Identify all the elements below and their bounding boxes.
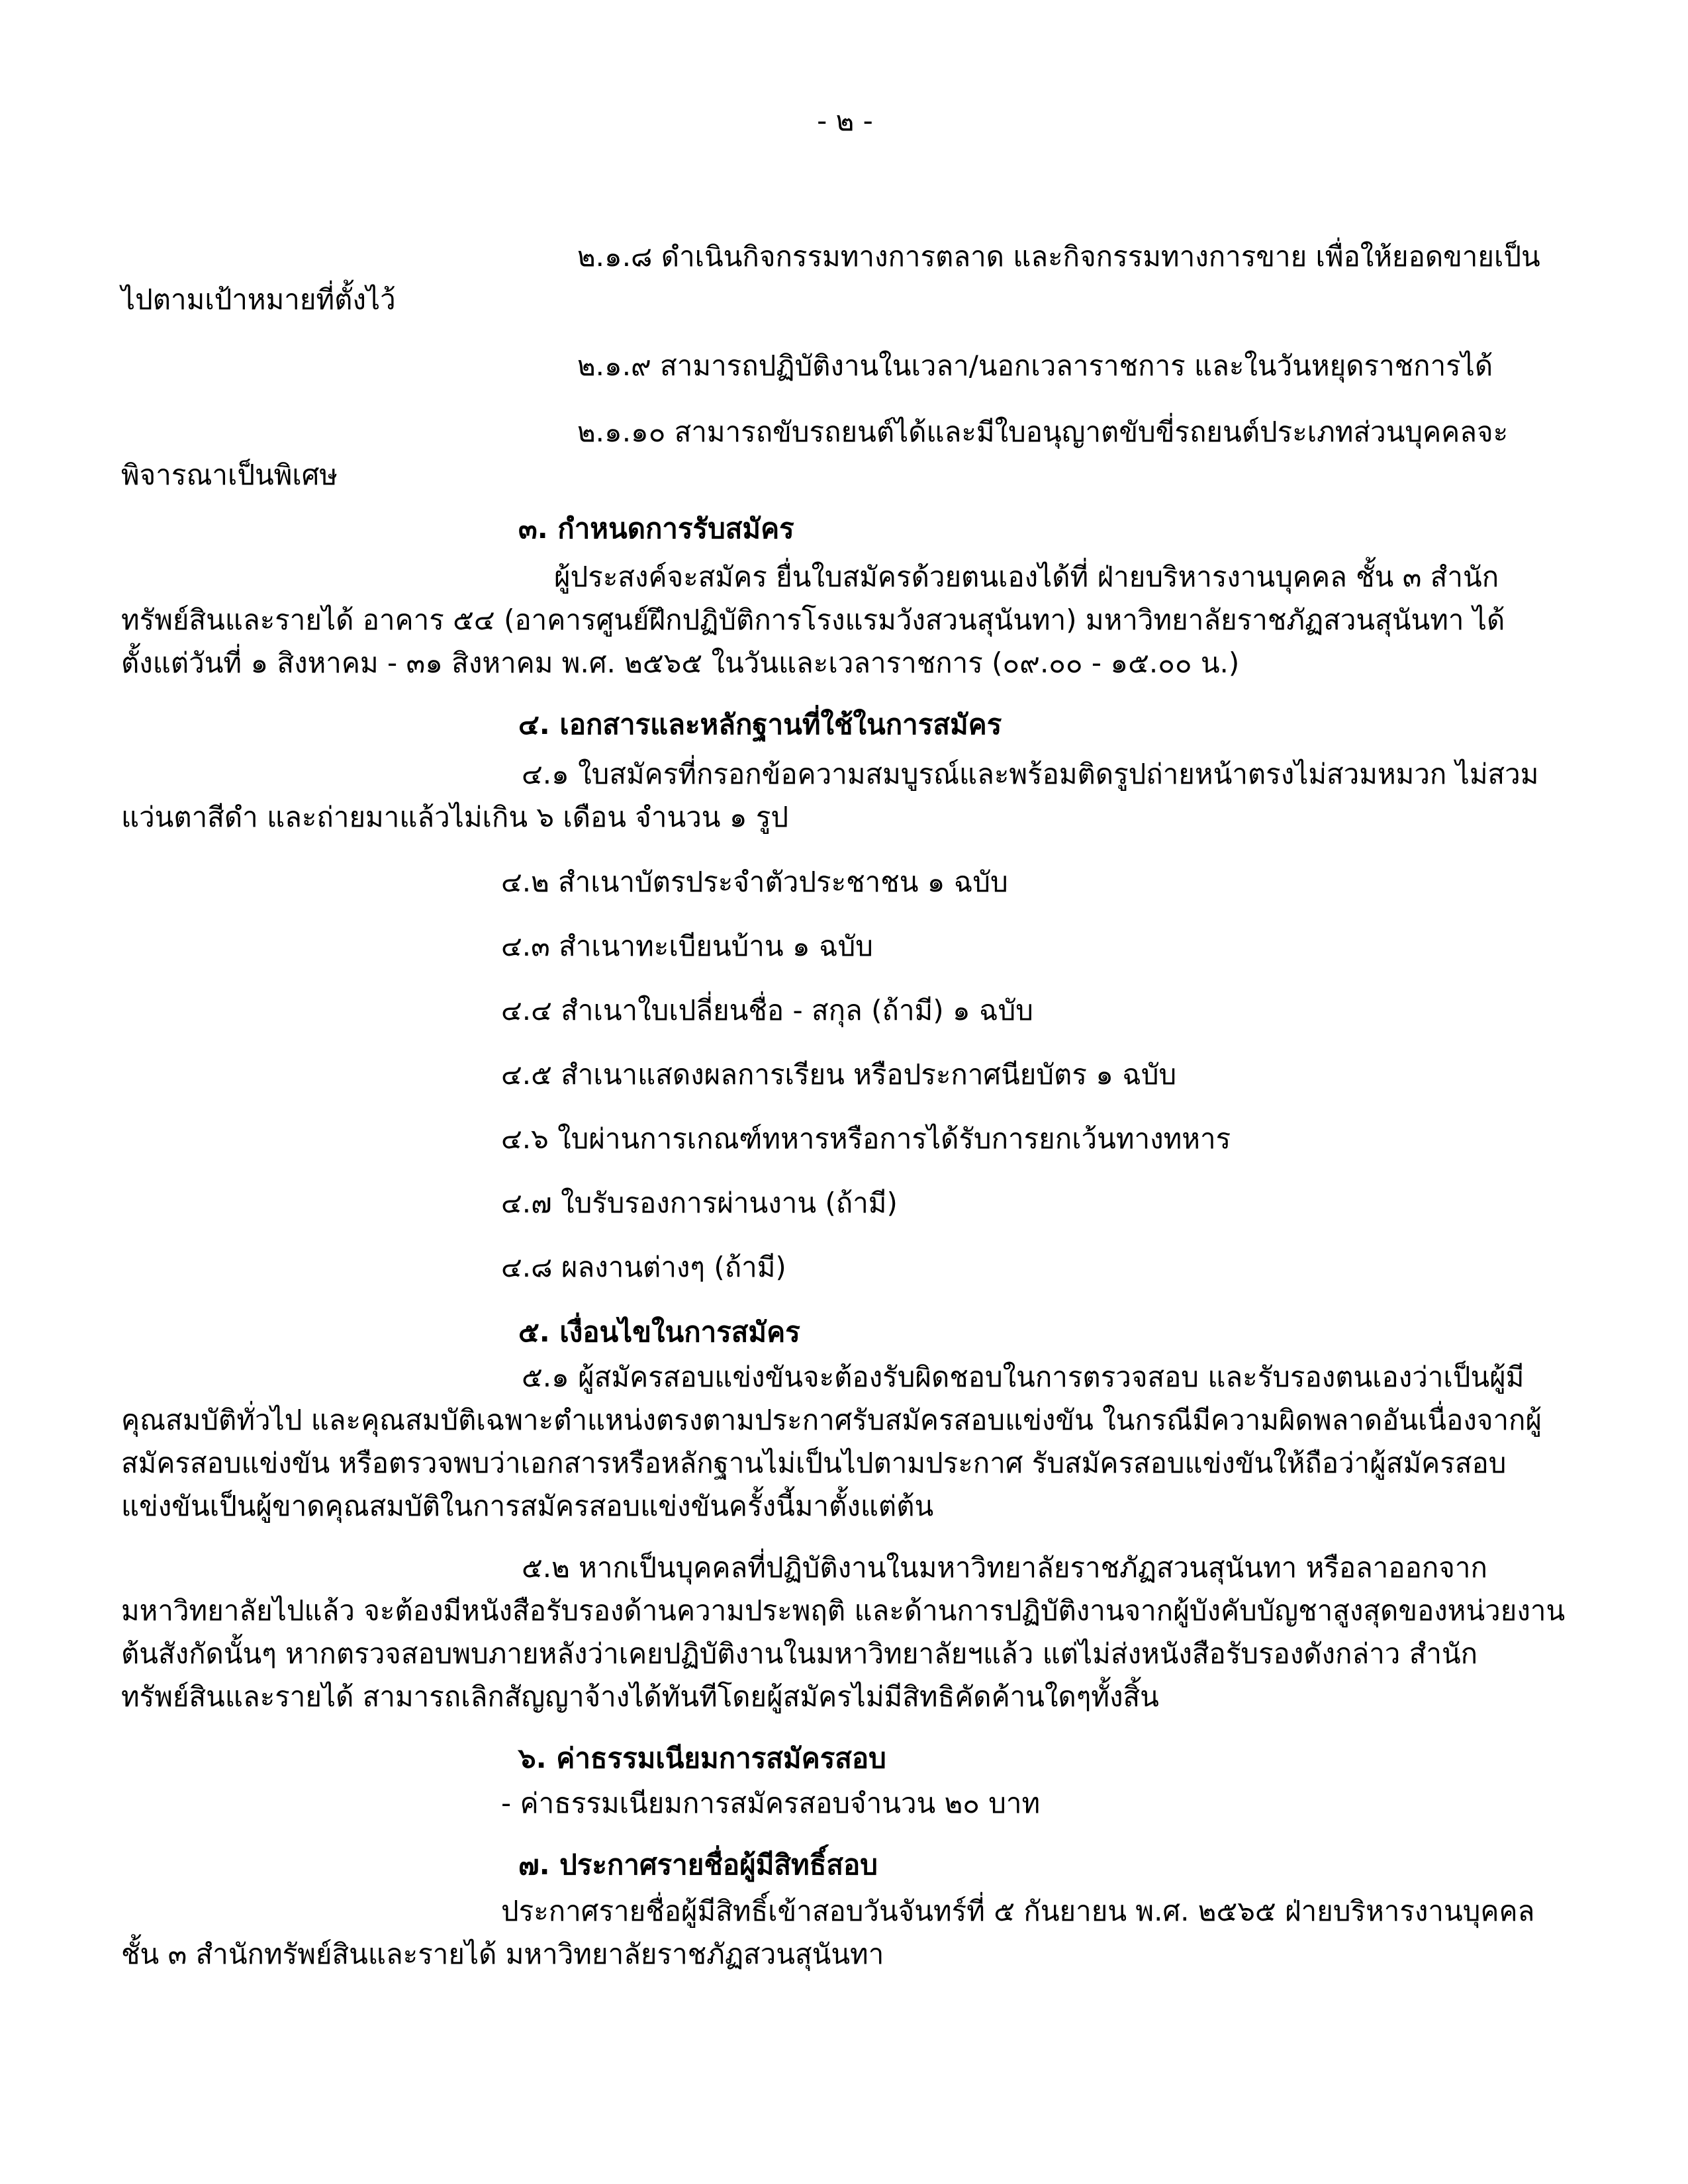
document-list-item-4-8: ๔.๘ ผลงานต่างๆ (ถ้ามี)	[501, 1251, 786, 1283]
section-5-heading: ๕. เงื่อนไขในการสมัคร	[518, 1316, 800, 1348]
qualification-item-2-1-8: ๒.๑.๘ ดำเนินกิจกรรมทางการตลาด และกิจกรรมทางการขาย เพื่อให้ยอดขายเป็นไปตามเป้าหมายที่ตั้งไว้	[121, 240, 1540, 316]
document-list-item-4-5: ๔.๕ สำเนาแสดงผลการเรียน หรือประกาศนียบัตร ๑ ฉบับ	[501, 1058, 1177, 1091]
document-list-item-4-7: ๔.๗ ใบรับรองการผ่านงาน (ถ้ามี)	[501, 1187, 898, 1219]
document-list-item-4-1: ๔.๑ ใบสมัครที่กรอกข้อความสมบูรณ์และพร้อมติดรูปถ่ายหน้าตรงไม่สวมหมวก ไม่สวมแว่นตาสีดำ และถ่ายมาแล้วไม่เกิน ๖ เดือน จำนวน ๑ รูป	[121, 758, 1539, 833]
qualification-item-2-1-10: ๒.๑.๑๐ สามารถขับรถยนต์ได้และมีใบอนุญาตขับขี่รถยนต์ประเภทส่วนบุคคลจะพิจารณาเป็นพิเศษ	[121, 416, 1509, 491]
section-3-heading: ๓. กำหนดการรับสมัคร	[518, 512, 794, 545]
section-7-heading: ๗. ประกาศรายชื่อผู้มีสิทธิ์สอบ	[518, 1848, 878, 1881]
document-list-item-4-4: ๔.๔ สำเนาใบเปลี่ยนชื่อ - สกุล (ถ้ามี) ๑ ฉบับ	[501, 994, 1033, 1026]
document-list-item-4-6: ๔.๖ ใบผ่านการเกณฑ์ทหารหรือการได้รับการยกเว้นทางทหาร	[501, 1122, 1231, 1155]
section-3-body: ผู้ประสงค์จะสมัคร ยื่นใบสมัครด้วยตนเองได้ที่ ฝ่ายบริหารงานบุคคล ชั้น ๓ สำนักทรัพย์สินและรายได้ อาคาร ๕๔ (อาคารศูนย์ฝึกปฏิบัติการโรงแรมวังสวนสุนันทา) มหาวิทยาลัยราชภัฏสวนสุนันทา ได้ตั้งแต่วันที่ ๑ สิงหาคม - ๓๑ สิงหาคม พ.ศ. ๒๕๖๕ ในวันและเวลาราชการ (๐๙.๐๐ - ๑๕.๐๐ น.)	[121, 561, 1505, 679]
fee-item: - ค่าธรรมเนียมการสมัครสอบจำนวน ๒๐ บาท	[501, 1787, 1041, 1819]
section-6-heading: ๖. ค่าธรรมเนียมการสมัครสอบ	[518, 1742, 886, 1774]
condition-item-5-2: ๕.๒ หากเป็นบุคคลที่ปฏิบัติงานในมหาวิทยาลัยราชภัฏสวนสุนันทา หรือลาออกจากมหาวิทยาลัยไปแล้ว จะต้องมีหนังสือรับรองด้านความประพฤติ และด้านการปฏิบัติงานจากผู้บังคับบัญชาสูงสุดของหน่วยงานต้นสังกัดนั้นๆ หากตรวจสอบพบภายหลังว่าเคยปฏิบัติงานในมหาวิทยาลัยฯแล้ว แต่ไม่ส่งหนังสือรับรองดังกล่าว สำนักทรัพย์สินและรายได้ สามารถเลิกสัญญาจ้างได้ทันทีโดยผู้สมัครไม่มีสิทธิคัดค้านใดๆทั้งสิ้น	[121, 1551, 1566, 1713]
qualification-item-2-1-9: ๒.๑.๙ สามารถปฏิบัติงานในเวลา/นอกเวลาราชการ และในวันหยุดราชการได้	[577, 349, 1493, 382]
document-list-item-4-2: ๔.๒ สำเนาบัตรประจำตัวประชาชน ๑ ฉบับ	[501, 866, 1008, 898]
section-4-heading: ๔. เอกสารและหลักฐานที่ใช้ในการสมัคร	[518, 708, 1002, 741]
document-list-item-4-3: ๔.๓ สำเนาทะเบียนบ้าน ๑ ฉบับ	[501, 930, 873, 962]
section-7-body: ประกาศรายชื่อผู้มีสิทธิ์เข้าสอบวันจันทร์ที่ ๕ กันยายน พ.ศ. ๒๕๖๕ ฝ่ายบริหารงานบุคคล ชั้น ๓ สำนักทรัพย์สินและรายได้ มหาวิทยาลัยราชภัฏสวนสุนันทา	[121, 1895, 1535, 1970]
condition-item-5-1: ๕.๑ ผู้สมัครสอบแข่งขันจะต้องรับผิดชอบในการตรวจสอบ และรับรองตนเองว่าเป็นผู้มีคุณสมบัติทั่วไป และคุณสมบัติเฉพาะตำแหน่งตรงตามประกาศรับสมัครสอบแข่งขัน ในกรณีมีความผิดพลาดอันเนื่องจากผู้สมัครสอบแข่งขัน หรือตรวจพบว่าเอกสารหรือหลักฐานไม่เป็นไปตามประกาศ รับสมัครสอบแข่งขันให้ถือว่าผู้สมัครสอบแข่งขันเป็นผู้ขาดคุณสมบัติในการสมัครสอบแข่งขันครั้งนี้มาตั้งแต่ต้น	[121, 1361, 1542, 1522]
page-number: - ๒ -	[817, 105, 873, 137]
